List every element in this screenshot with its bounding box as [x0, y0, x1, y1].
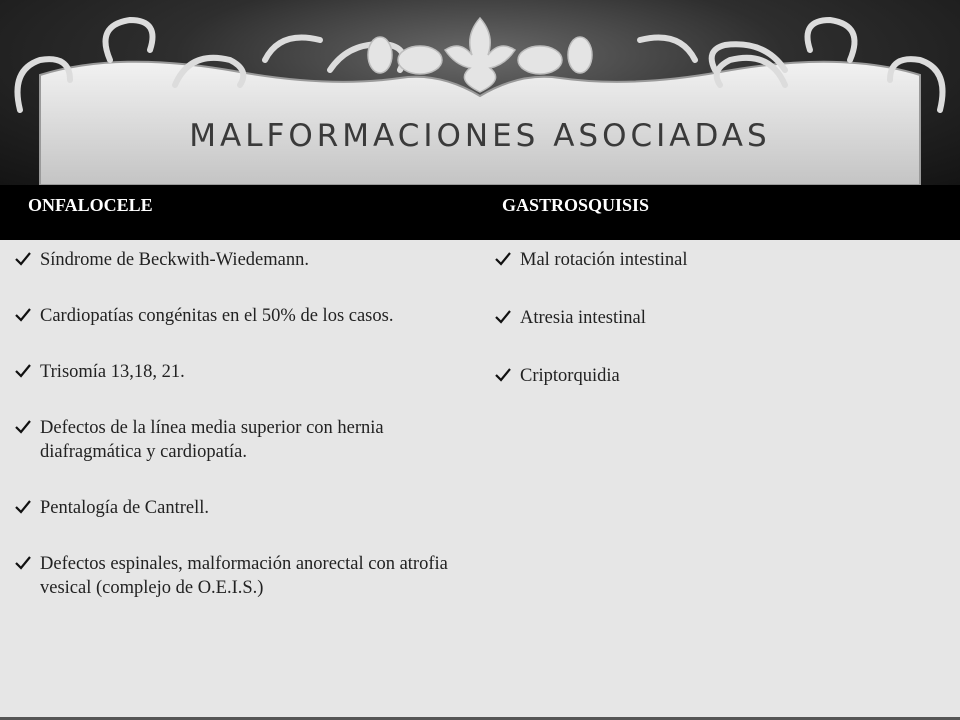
list-item-text: Defectos de la línea media superior con hernia diafragmática y cardiopatía.: [40, 418, 384, 462]
check-icon: [14, 306, 32, 324]
page-title: MALFORMACIONES ASOCIADAS: [189, 118, 771, 154]
check-icon: [494, 308, 512, 326]
list-item: [14, 304, 459, 328]
list-item-text: Defectos espinales, malformación anorectal con atrofia vesical (complejo de O.E.I.S.): [40, 554, 448, 598]
list-item: [14, 360, 459, 384]
check-icon: [14, 418, 32, 436]
onfalocele-list: [14, 248, 459, 632]
list-item-text: Pentalogía de Cantrell.: [40, 498, 210, 518]
list-item: [494, 364, 934, 388]
header-banner: [0, 0, 960, 185]
list-item-text: Mal rotación intestinal: [520, 250, 688, 270]
list-item: [494, 306, 934, 330]
check-icon: [494, 366, 512, 384]
check-icon: [14, 362, 32, 380]
list-item: [14, 496, 459, 520]
column-heading-onfalocele: ONFALOCELE: [28, 195, 153, 215]
check-icon: [494, 250, 512, 268]
check-icon: [14, 498, 32, 516]
check-icon: [14, 554, 32, 572]
list-item: [14, 248, 459, 272]
column-heading-gastrosquisis: GASTROSQUISIS: [502, 195, 650, 215]
list-item-text: Síndrome de Beckwith-Wiedemann.: [40, 250, 309, 270]
list-item-text: Cardiopatías congénitas en el 50% de los casos.: [40, 306, 394, 326]
list-item-text: Criptorquidia: [520, 366, 620, 386]
gastrosquisis-list: [494, 248, 934, 422]
list-item: [14, 552, 459, 600]
list-item-text: Trisomía 13,18, 21.: [40, 362, 185, 382]
list-item: [494, 248, 934, 272]
check-icon: [14, 250, 32, 268]
list-item: [14, 416, 459, 464]
ornament-frame-icon: [0, 0, 960, 185]
list-item-text: Atresia intestinal: [520, 308, 646, 328]
